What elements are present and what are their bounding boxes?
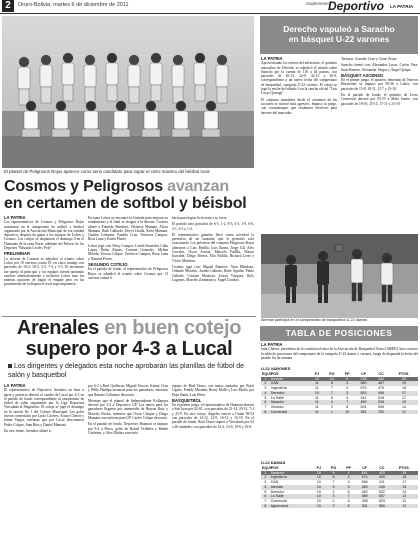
damas-cell: 10 [312, 475, 326, 480]
varones-cell: Comercial [270, 410, 310, 415]
arenales-column-2 [88, 384, 168, 544]
varones-cell: 459 [355, 400, 373, 405]
damas-body [261, 471, 418, 509]
arenales-headline-emphasis: en buen cotejo [104, 317, 242, 339]
arenales-headline-part-a: Arenales [16, 317, 99, 339]
standings-banner: TABLA DE POSICIONES [260, 326, 418, 341]
damas-cell: 3 [347, 480, 350, 485]
varones-cell: 10 [340, 410, 355, 415]
varones-cell: 10 [324, 377, 340, 382]
standings-intro-text: Sara Chávez, presidenta de la comisión técnica de la Asociación de Basquetbol Oruro (ABBO), hizo conocer la tabla de posiciones del campeonato de la categoría U-22 damas y varones, luego de disputada la fecha del pasado fin de semana. [261, 347, 418, 360]
damas-cell: 580 [373, 504, 390, 509]
damas-table-row [261, 504, 418, 509]
saracho-col2-text4: En el partido de fondo, el quinteto de Liceo Comercial derrotó por 83-55 a Mala Suerte, con parciales de 18-10, 25-15, 17-11 y 23-19. [341, 93, 418, 106]
saracho-col2-text3: En el primer juego, el quinteto femenino de Nuevos Horizontes se impuso por 58-36 a Lobos, con parciales de 15-8, 18-11, 12-7 y 13-10. [341, 78, 418, 91]
softball-headline-line2: en certamen de softbol y béisbol [4, 195, 247, 212]
varones-cell: 728 [355, 377, 373, 382]
damas-cell: 10 [312, 485, 326, 490]
varones-cell: 487 [372, 381, 390, 386]
varones-cell: 15 [390, 400, 418, 405]
damas-cell: Saracho [270, 471, 312, 476]
page-number: 2 [2, 0, 14, 12]
saracho-col1-text: Aprovechando los errores del adversario, el quinteto masculino de Derecho se adjudicó el triunfo sobre Saracho por la cuenta de 116 a 44 puntos, con parciales de 26-13, 22-9, 32-13 y 36-9, correspondiente a un nuevo fecha del campeonato de basquetbol, categoría U-22 varones. El cotejo se jugó la noche del sábado 3 en la cancha oficial "Luis Lucas Quiroga". [261, 61, 337, 96]
page-header [0, 0, 420, 14]
varones-col-pj: PJ [314, 372, 320, 376]
damas-cell: 1 [261, 471, 270, 476]
damas-cell: 411 [379, 480, 385, 485]
damas-cell: 15 [391, 485, 419, 490]
damas-cell: 10 [316, 498, 321, 503]
damas-cell: 4 [261, 485, 270, 490]
softball-col3-text4: Cosmos jugó con: Miguel Ramírez, Alan Mendoza, Orlando Morales, Jordán Galindo, René Aguilar, Pablo Galindo, Cristian Montoya, Jeison Vásquez, Roly Lugones, Marcelo Zambrana y Ángel Condori. [172, 264, 254, 282]
damas-cell: 18 [391, 475, 419, 480]
varones-cell: La Salle [270, 395, 284, 400]
softball-col1-text2: La novena de Cosmos se adjudicó el triunfo sobre Lobos por 10 carreras contra 19, en cinco innings con parciales de 10-2, 10-3, 5-2, 7-4 y 5-3. El encuentro fue parejo al principio y los equipos fueron anotando carreras alternativamente e inclusive Lobos tuvo las mismas opciones de lograr el empate pero en las postrimerías de la disputa el rival supo imponerse. [4, 256, 84, 287]
damas-cell: 8 [261, 504, 270, 509]
damas-cell: 3 [264, 480, 267, 485]
damas-cell: 17 [402, 480, 407, 485]
standings-varones [261, 366, 418, 414]
damas-cell: 7 [341, 494, 356, 499]
damas-cell: 641 [356, 471, 373, 476]
varones-cell: 511 [360, 395, 367, 400]
varones-cell: Saracho [270, 400, 310, 405]
varones-cell: 470 [378, 386, 385, 391]
team-photo [2, 16, 254, 168]
varones-table [261, 372, 418, 414]
damas-cell: 557 [373, 494, 390, 499]
deck-bullet-icon [8, 364, 12, 368]
saracho-banner-line1: Derecho vapuleó a Saracho [283, 24, 395, 34]
damas-cell: 2 [326, 504, 342, 509]
varones-col-pp: PP [344, 372, 350, 376]
softball-column-1 [4, 216, 84, 314]
damas-cell: 8 [347, 498, 350, 503]
standings-intro [261, 343, 418, 360]
damas-cell: 566 [361, 480, 368, 485]
damas-col-cc: CC [379, 466, 385, 470]
softball-col2-text2: Lobos jugó con: Deisy Campos, Lizeth Saavedra, Lidia López, Ibeha Alanes, Carmen Gonzales, Melina Mérida, Yessica Colque, Verónica Campos, Rosa Luna y Ximena Flores. [88, 243, 168, 261]
varones-cell: 3 [264, 386, 267, 391]
softball-col3-text2: El partido tuvo parciales de 6-5, 1-2, 8-3, 4-3, 1-0, 0-0, 2-1, 4-3 y 1-2. [172, 222, 254, 231]
varones-cell: 7 [330, 386, 333, 391]
damas-cell: 389 [356, 494, 373, 499]
varones-cell: 342 [372, 377, 390, 382]
varones-cell: 3 [340, 381, 355, 386]
header-rule [0, 13, 420, 14]
softball-col3-text3: El representativo ganador llevó como novedad la presencia de un lanzador que le permitió salir ovacionado. Los peloteros del conjunto Peligrosos Rojos alinearon a Luis Padilla, Luis Ibarra, Jorge Gil, Alex Corrales, Oscar Acosta, Marcelo Padilla, Mauro Iturralde, Diego Rivera, Elio Padilla, Richard León y Víctor Martínez. [172, 232, 254, 263]
damas-cell: 574 [356, 475, 373, 480]
softball-col2-subhead: SEGUNDO COTEJO [88, 261, 128, 267]
varones-cell: 20 [390, 377, 418, 382]
damas-cell: 462 [361, 489, 368, 494]
softball-kicker: LA PATRIA [4, 216, 26, 220]
softball-headline-line1 [4, 178, 256, 195]
saracho-banner-line2: en básquet U-22 varones [288, 34, 390, 44]
varones-cell: 14 [401, 404, 406, 409]
saracho-banner [260, 16, 418, 54]
varones-cell: Vivanco [270, 404, 284, 409]
varones-cell: 11 [310, 410, 324, 415]
varones-cell: 653 [355, 391, 373, 396]
damas-cell: 8 [341, 504, 356, 509]
saracho-col2-text: Terrazas, Gonzalo Cruz y Cesar Orope. [341, 57, 398, 61]
varones-col-pg: PG [329, 372, 335, 376]
damas-cell: 483 [356, 485, 373, 490]
varones-cell: 8 [261, 410, 270, 415]
varones-cell: 456 [372, 391, 390, 396]
damas-cell: 445 [373, 485, 390, 490]
basketball-photo [261, 234, 418, 318]
varones-cell: 752 [372, 410, 390, 415]
damas-cell: 12 [402, 498, 407, 503]
varones-cell: 4 [346, 386, 349, 391]
damas-cell: Derecho [270, 489, 285, 494]
damas-cell: Alemán [270, 485, 312, 490]
varones-cell: 3 [330, 404, 333, 409]
varones-cell: 580 [355, 381, 373, 386]
damas-cell: 5 [341, 485, 356, 490]
dateline: Oruro-Bolivia, martes 6 de diciembre de 2011 [18, 2, 129, 8]
standings-damas [261, 460, 418, 508]
softball-headline-emphasis: avanzan [167, 178, 229, 195]
damas-cell: CAN [270, 480, 279, 485]
damas-cell: 12 [391, 504, 419, 509]
damas-col-pp: PP [346, 466, 352, 470]
arenales-col1-text: El representativo de Deportivo Arenales en base a garra y potencia derrotó al cuadro de Lucal por 4-3 en el partido de fondo correspondiente al campeonato de fútbol de salón organizado por la Liga Deportiva Vinculada al Magisterio. El cotejo se jugó el domingo en la cancha No 1 del Coliseo Municipal. Los goles fueron convertidos por Lucio Cáceres, Arturo Chávez y Jaime Vargas, mientras que por Lucal descontaron Pedro Colque, Juan Ríos y Daniel Mamani. [4, 388, 84, 427]
arenales-col2-text3: En el partido de fondo, Deportivo Huanuni se impuso por 9-4 a Pesca, goles de Rafael Ordóñez y Rubén Cárdenas, y Alex Molina convirtió. [88, 422, 168, 435]
softball-col2-text3: En el partido de fondo, el representativo de Peligrosos Rojos se adjudicó el triunfo sobre Cosmos por 13 carreras contra 6. [88, 267, 168, 280]
varones-cell: 8 [346, 404, 349, 409]
varones-cell: 11 [315, 404, 319, 409]
varones-cell: 7 [264, 404, 267, 409]
damas-cell: 7 [264, 498, 267, 503]
varones-cell: 538 [372, 400, 390, 405]
arenales-headline-line1 [0, 318, 258, 339]
damas-cell: 7 [332, 480, 335, 485]
damas-cell: 19 [391, 471, 419, 476]
varones-cell: 4 [324, 400, 340, 405]
basketball-photo-caption: Alemán participa en el campeonato de basquetbol U-22 damas [261, 318, 368, 322]
damas-cell: 2 [332, 498, 335, 503]
varones-cell: 17 [401, 395, 406, 400]
varones-cell: 11 [310, 381, 324, 386]
varones-cell: CAN [270, 381, 310, 386]
softball-col3-text: hacía para lograr la victoria a su favor. [172, 216, 228, 220]
arenales-headline [0, 318, 258, 360]
damas-cell: 10 [312, 471, 326, 476]
varones-cell: 12 [390, 410, 418, 415]
varones-col-ptos: PTOS. [398, 372, 410, 376]
saracho-column-2 [341, 57, 418, 232]
saracho-col1-text2: El conjunto triunfador desde el comienzo de las acciones se mostró más agresivo. Impuso su juego, con contraataques que resultaron efectivos para hacerse del marcador. [261, 97, 337, 115]
arenales-headline-line2: supero por 4-3 a Lucal [25, 338, 233, 360]
arenales-col2-text: por 6-2 a Real Quillacas; Miguel Orozco, Kenny Cruz y Willy Huallpa anotaron para los ganadores, mientras que Ramiro Colimayo descontó. [88, 384, 168, 397]
varones-cell: 381 [355, 410, 373, 415]
varones-cell: 3 [340, 391, 355, 396]
softball-col1-subhead: PRELIMINAR [4, 251, 31, 257]
varones-cell: 1 [324, 410, 340, 415]
varones-col-cf: CF [361, 372, 366, 376]
varones-body [261, 377, 418, 415]
varones-cell: 10 [310, 391, 324, 396]
damas-cell: 2 [261, 475, 270, 480]
damas-cell: 4 [332, 489, 335, 494]
arenales-col2-text2: Mientras que el plantel de Independiente Kollapaya derrotó por 3-2 a Deportivo UP. Los tantos para los ganadores llegaron por intermedio de Brayan Ruiz y Marcelo Rocha, mientras que Oscar Choque y Diego Mamani convirtieron para UP. Carlos Colque descontó. [88, 398, 168, 421]
basketball-photo-image [261, 234, 418, 318]
damas-cell: 9 [326, 471, 342, 476]
varones-cell: 11 [315, 395, 319, 400]
damas-cell: 5 [264, 489, 267, 494]
arenales-kicker: LA PATRIA [4, 384, 26, 388]
arenales-column-1 [4, 384, 84, 544]
damas-col-cf: CF [362, 466, 367, 470]
damas-cell: 1 [341, 471, 356, 476]
damas-cell: 5 [326, 485, 342, 490]
softball-column-3 [172, 216, 254, 314]
varones-cell: Ingeniería [270, 386, 287, 391]
damas-col-equipos: EQUIPOS [262, 466, 279, 470]
varones-cell: 18 [401, 386, 406, 391]
damas-table [261, 466, 418, 508]
damas-cell: Comercial [270, 498, 287, 503]
arenales-col1-text2: En otro frente, Arenales alineó a: [4, 428, 52, 433]
varones-cell: 11 [315, 386, 319, 391]
varones-col-cc: CC [378, 372, 384, 376]
varones-cell: 2 [261, 381, 270, 386]
arenales-deck [8, 363, 254, 380]
arenales-col3-text: equipo de Real Oruro, con tantos anotados por Boris Ugarte, Freddy Miranda, Henry Mollo y Luis Mollo; por Hoja Santa, Luis Pérez. [172, 384, 254, 397]
softball-column-2 [88, 216, 168, 314]
varones-cell: 5 [264, 395, 267, 400]
damas-title: U-22 DAMAS [261, 460, 286, 465]
damas-cell: 532 [378, 489, 385, 494]
softball-headline [4, 178, 256, 212]
damas-cell: 623 [378, 498, 385, 503]
varones-cell: 17 [390, 391, 418, 396]
arenales-deck-text: Los dirigentes y delegados esta noche aprobarán las planillas de fútbol de salón y basquetbol [8, 363, 244, 379]
arenales-column-3 [172, 384, 254, 544]
damas-col-pg: PG [330, 466, 337, 470]
damas-cell: 403 [373, 471, 390, 476]
varones-cell: 1 [261, 377, 270, 382]
damas-cell: 10 [312, 504, 326, 509]
softball-col2-text: En tanto Lobos no encontró la fórmula para mejorar su rendimiento y al final se resignó a la derrota. Cosmos alineó a Eduardo Martínez, Verónica Mamani, Alicia Mamani, Ruth Gallardo, Deyvi Challa, Sofía Mamani, Cinthia Ledezma, Pamela Cruz, Verónica Campos, Rosa Luna y Estela Flores. [88, 216, 168, 242]
varones-cell: 8 [324, 381, 340, 386]
damas-cell: Agronomía [270, 504, 312, 509]
varones-cell: 516 [378, 395, 385, 400]
damas-col-pj: PJ [316, 466, 322, 470]
varones-cell: 4 [261, 391, 270, 396]
supplement-label: Suplemento [306, 1, 331, 6]
varones-cell: 579 [360, 386, 367, 391]
saracho-kicker: LA PATRIA [261, 57, 283, 61]
varones-cell: Derecho [270, 391, 310, 396]
varones-cell: 7 [340, 400, 355, 405]
varones-cell: 0 [340, 377, 355, 382]
brand-name: Deportivo [328, 0, 385, 13]
varones-cell: 7 [324, 391, 340, 396]
standings-kicker: LA PATRIA [261, 342, 283, 347]
damas-cell: 409 [373, 475, 390, 480]
varones-cell: 6 [330, 395, 333, 400]
damas-cell: 14 [402, 489, 407, 494]
saracho-column-1 [261, 57, 337, 232]
damas-cell: 10 [316, 480, 321, 485]
saracho-col2-text2: Saracho formó con: Alexander Lucas, Carlos Vera, Juan Romero, Alexander Vargas y Ángel Quispe. [341, 63, 418, 72]
arenales-col3-subhead: BASQUETBOL [172, 397, 202, 403]
damas-cell: 358 [361, 498, 368, 503]
brand-tagline: LA PATRIA [390, 4, 414, 9]
damas-cell: 301 [356, 504, 373, 509]
varones-cell: 606 [378, 404, 385, 409]
team-photo-caption: El plantel de Peligrosos Rojos aparece como serio candidato para lograr el cetro máximo del béisbol local [4, 169, 210, 174]
damas-cell: 10 [316, 489, 321, 494]
saracho-col2-subhead: BÁSQUET ASCENSO [341, 72, 384, 78]
damas-cell: 6 [261, 494, 270, 499]
arenales-col3-text2: En el primer juego, el representativo de Huanuni derrotó a San Juan por 82-61, con parciales de 21-14, 20-12, 7-2 y 25-9. En otro cotejo, Ángeles venció a Unión 58-52 con parciales de 14-12, 12-9, 16-12 y 16-19. En el partido de fondo, Real Oruro superó a Vinculada por 63 a 20 unidades, con parciales de 14-2, 14-6, 19-6 y 16-6. [172, 403, 254, 429]
varones-cell: 6 [261, 400, 270, 405]
softball-col1-text: Los representativos de Cosmos y Peligrosos Rojos avanzaron en el campeonato de softbol y béisbol organizado por la Asociación Municipal de esa entidad deportiva, después de ganar a los equipos de Lobos y Cosmos. Los cotejos se disputaron el domingo 4 en el Diamante de la zona Norte, adelante del Palacio de los Deportes "Eduardo Leclerc Pely". [4, 220, 84, 251]
damas-cell: 13 [391, 494, 419, 499]
varones-cell: 11 [310, 400, 324, 405]
varones-cell: Alemán [270, 377, 310, 382]
softball-headline-part-a: Cosmos y Peligrosos [4, 178, 163, 195]
damas-cell: La Salle [270, 494, 312, 499]
damas-cell: 3 [326, 494, 342, 499]
varones-col-equipos: EQUIPOS [262, 372, 279, 376]
damas-cell: 10 [312, 494, 326, 499]
varones-table-row [261, 410, 418, 415]
damas-cell: 8 [326, 475, 342, 480]
team-photo-image [2, 16, 254, 168]
varones-title: U-22 VARONES [261, 366, 291, 371]
varones-cell: 10 [310, 377, 324, 382]
damas-cell: 2 [341, 475, 356, 480]
damas-cell: 6 [347, 489, 350, 494]
varones-cell: 524 [360, 404, 367, 409]
damas-cell: Ingeniería [270, 475, 312, 480]
damas-col-ptos: PTOS. [398, 466, 410, 470]
varones-cell: 5 [346, 395, 349, 400]
supplement-logo [306, 0, 414, 14]
varones-cell: 19 [390, 381, 418, 386]
